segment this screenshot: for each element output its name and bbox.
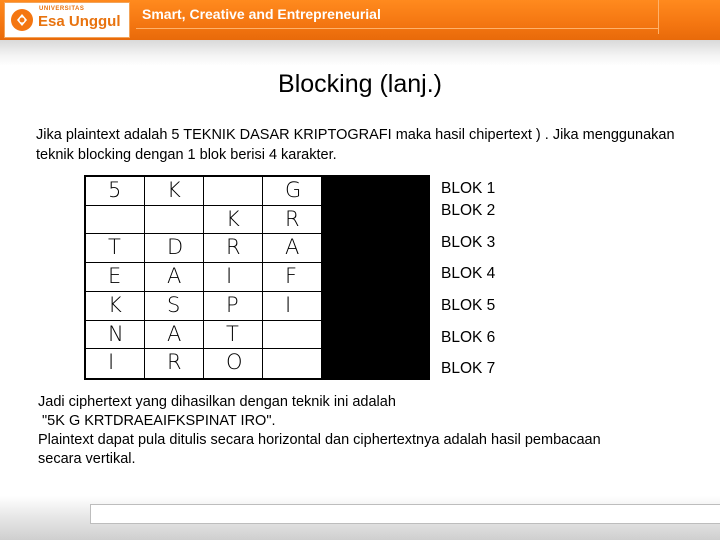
grid-cell: A [145,263,204,292]
block-label: BLOK 3 [441,234,496,251]
grid-cell [145,206,204,235]
grid-cell [86,206,145,235]
logo-subtitle: UNIVERSITAS [39,6,85,12]
header-right-divider [658,0,659,34]
grid-cell: O [204,349,263,378]
footer-bar [90,504,720,524]
grid-cell [263,321,322,350]
block-label: BLOK 2 [441,202,496,219]
grid-cell: T [204,321,263,350]
grid-cell: I [86,349,145,378]
blocking-grid [84,175,430,380]
grid-cell: R [204,234,263,263]
grid-cell: E [86,263,145,292]
block-label: BLOK 7 [441,360,496,377]
grid-cell: I [263,292,322,321]
conclusion-line: secara vertikal. [38,451,136,467]
grid-cell: K [86,292,145,321]
logo-emblem-icon [10,8,34,32]
grid-cell: G [263,177,322,206]
grid-cell: F [263,263,322,292]
conclusion-paragraph [38,393,688,469]
block-label: BLOK 4 [441,265,496,282]
grid-cell [204,177,263,206]
conclusion-line: Jadi ciphertext yang dihasilkan dengan teknik ini adalah [38,394,396,410]
tagline: Smart, Creative and Entrepreneurial [142,6,381,22]
grid-cell: P [204,292,263,321]
grid-cell: 5 [86,177,145,206]
logo-name: Esa Unggul [38,13,121,30]
black-column-cell [322,177,428,206]
grid-cell: N [86,321,145,350]
grid-cell: I [204,263,263,292]
header-bar [0,0,720,40]
black-column-cell [322,234,428,263]
header-divider [136,28,658,29]
block-label: BLOK 6 [441,329,496,346]
block-label: BLOK 1 [441,180,496,197]
grid-cell: S [145,292,204,321]
grid-cell: A [263,234,322,263]
block-label: BLOK 5 [441,297,496,314]
black-column-cell [322,292,428,321]
slide-title: Blocking (lanj.) [278,70,442,98]
black-column-cell [322,321,428,350]
grid-cell: R [145,349,204,378]
black-column-cell [322,206,428,235]
black-column-cell [322,263,428,292]
grid-cell: K [204,206,263,235]
grid-cell: D [145,234,204,263]
header-shadow-band [0,40,720,66]
grid-cell: A [145,321,204,350]
university-logo[interactable] [4,2,130,38]
grid-cell: K [145,177,204,206]
grid-cell [263,349,322,378]
intro-paragraph: Jika plaintext adalah 5 TEKNIK DASAR KRIPTOGRAFI maka hasil chipertext ) . Jika menggunakan teknik blocking dengan 1 blok berisi 4 karakter. [36,127,675,163]
black-column-cell [322,349,428,378]
grid-cell: R [263,206,322,235]
grid-cell: T [86,234,145,263]
conclusion-line: Plaintext dapat pula ditulis secara horizontal dan ciphertextnya adalah hasil pembacaan [38,432,601,448]
conclusion-line: "5K G KRTDRAEAIFKSPINAT IRO". [38,413,276,429]
